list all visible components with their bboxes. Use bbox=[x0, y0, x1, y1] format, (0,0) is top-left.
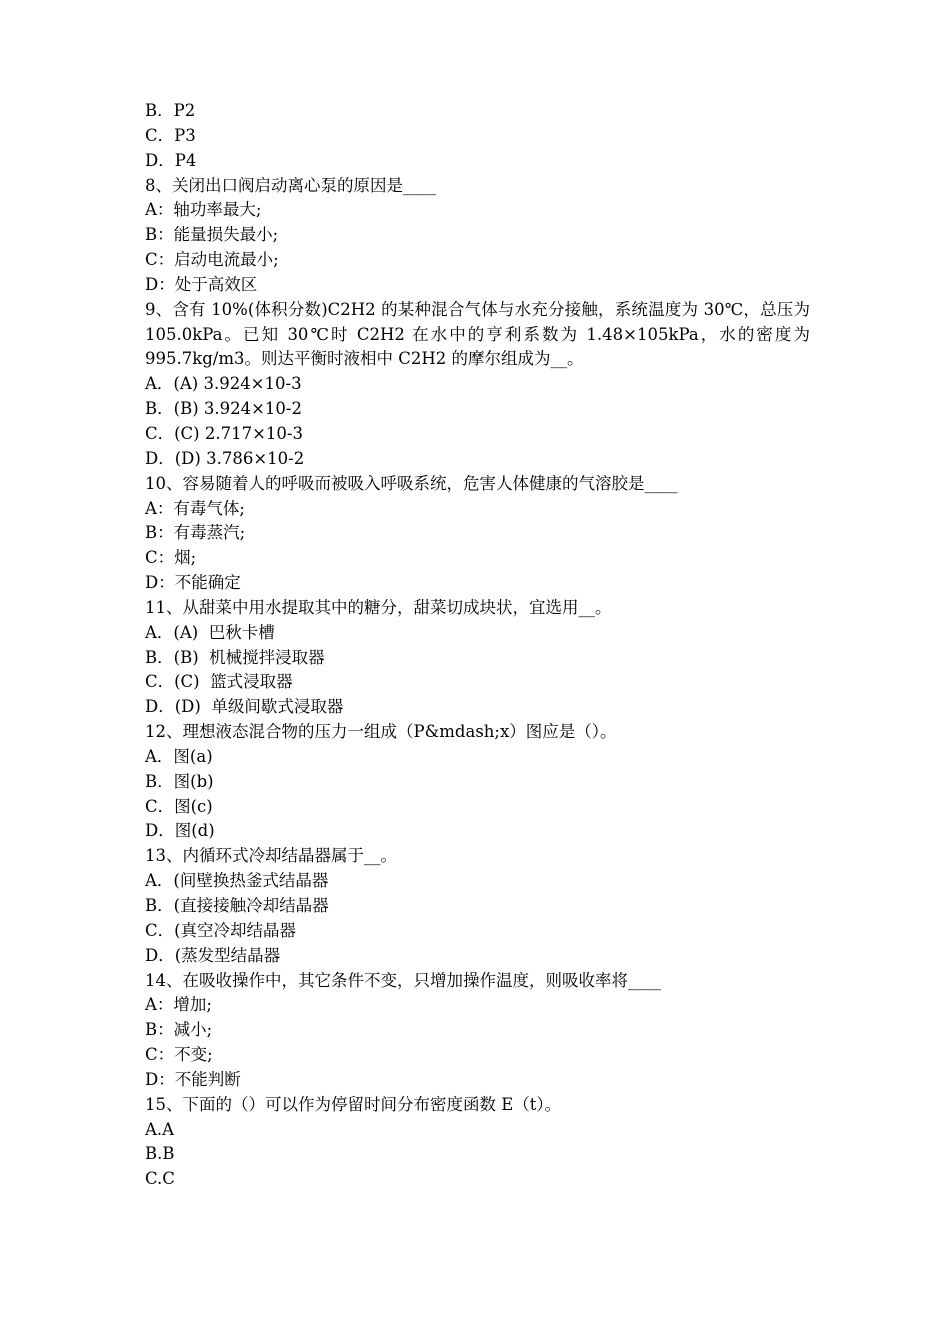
text-line: D．(蒸发型结晶器 bbox=[145, 945, 281, 965]
text-line: C．P3 bbox=[145, 125, 196, 145]
text-line: A．图(a) bbox=[145, 746, 213, 766]
text-line: A．(间壁换热釜式结晶器 bbox=[145, 871, 329, 891]
question-10: 10、容易随着人的呼吸而被吸入呼吸系统，危害人体健康的气溶胶是____ bbox=[145, 473, 678, 493]
text-line: D．P4 bbox=[145, 150, 197, 170]
text-line: D．图(d) bbox=[145, 821, 215, 841]
text-line: A.A bbox=[145, 1119, 175, 1139]
text-line: A．(A) 3.924×10-3 bbox=[145, 374, 302, 394]
text-line: B：有毒蒸汽; bbox=[145, 523, 246, 543]
text-line: B．图(b) bbox=[145, 771, 214, 791]
text-line: B：减小; bbox=[145, 1020, 213, 1040]
question-14: 14、在吸收操作中，其它条件不变，只增加操作温度，则吸收率将____ bbox=[145, 970, 661, 990]
text-line: B．(B) 3.924×10-2 bbox=[145, 399, 302, 419]
text-line: C.C bbox=[145, 1169, 175, 1189]
text-line: D：不能确定 bbox=[145, 573, 241, 593]
text-line: C．(C) 2.717×10-3 bbox=[145, 423, 303, 443]
text-line: A：增加; bbox=[145, 995, 212, 1015]
text-line: C．(C) 篮式浸取器 bbox=[145, 672, 293, 692]
text-line: D：处于高效区 bbox=[145, 274, 258, 294]
question-8: 8、关闭出口阀启动离心泵的原因是____ bbox=[145, 175, 436, 195]
text-line: B：能量损失最小; bbox=[145, 225, 279, 245]
text-line: B．(直接接触冷却结晶器 bbox=[145, 896, 329, 915]
question-15: 15、下面的（）可以作为停留时间分布密度函数 E（t）。 bbox=[145, 1094, 562, 1114]
text-line: C：启动电流最小; bbox=[145, 250, 279, 270]
document-page bbox=[145, 99, 810, 1192]
text-line: B．P2 bbox=[145, 101, 196, 120]
text-line: A．(A) 巴秋卡槽 bbox=[145, 622, 275, 642]
text-line: A：有毒气体; bbox=[145, 498, 245, 518]
text-line: D．(D) 3.786×10-2 bbox=[145, 448, 305, 468]
question-9: 9、含有 10%(体积分数)C2H2 的某种混合气体与水充分接触，系统温度为 30℃，总压为 105.0kPa。已知 30℃时 C2H2 在水中的亨利系数为 1.48×105kPa，水的密度为 995.7kg/m3。则达平衡时液相中 C2H2 的摩尔组成为__。 bbox=[145, 299, 810, 369]
text-line: B．(B) 机械搅拌浸取器 bbox=[145, 647, 325, 667]
text-line: B.B bbox=[145, 1144, 175, 1164]
question-11: 11、从甜菜中用水提取其中的糖分，甜菜切成块状，宜选用__。 bbox=[145, 597, 612, 617]
text-line: C：不变; bbox=[145, 1045, 213, 1065]
text-line: A：轴功率最大; bbox=[145, 200, 262, 220]
text-line: D．(D) 单级间歇式浸取器 bbox=[145, 697, 344, 717]
text-line: C．(真空冷却结晶器 bbox=[145, 920, 297, 940]
text-line: C．图(c) bbox=[145, 796, 213, 816]
text-line: C：烟; bbox=[145, 548, 197, 568]
question-12: 12、理想液态混合物的压力一组成（P&mdash;x）图应是（）。 bbox=[145, 722, 617, 742]
text-line: D：不能判断 bbox=[145, 1069, 241, 1089]
question-13: 13、内循环式冷却结晶器属于__。 bbox=[145, 846, 397, 866]
